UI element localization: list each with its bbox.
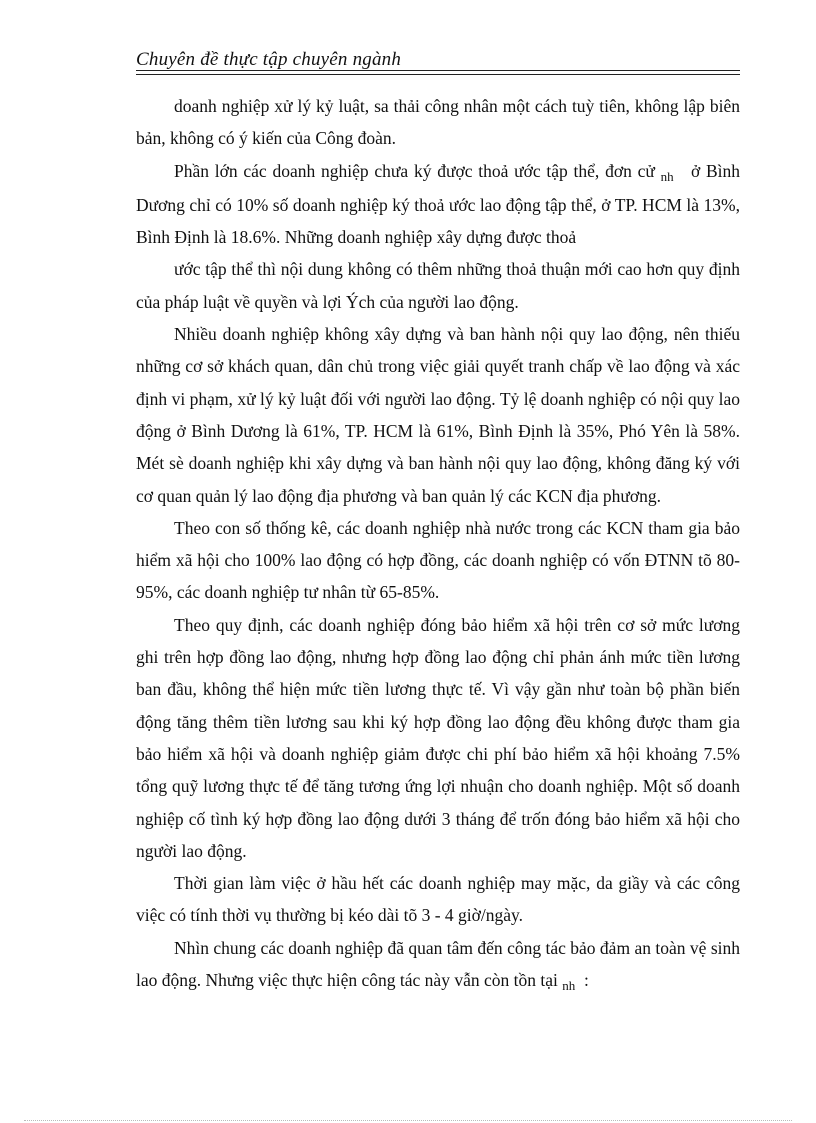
paragraph-2 xyxy=(136,155,740,254)
fragment-nh-2: nh xyxy=(562,978,576,994)
paragraph-8-text: Nhìn chung các doanh nghiệp đã quan tâm đến công tác bảo đảm an toàn vệ sinh lao động. Nhưng việc thực hiện công tác này vẫn còn tồn tại xyxy=(136,937,740,991)
paragraph-5-text: Theo con số thống kê, các doanh nghiệp nhà nước trong các KCN tham gia bảo hiểm xã hội cho 100% lao động có hợp đồng, các doanh nghiệp có vốn ĐTNN tõ 80-95%, các doanh nghiệp tư nhân từ 65-85%. xyxy=(136,517,740,603)
header-rule-bottom xyxy=(136,74,740,75)
paragraph-3-text: ước tập thể thì nội dung không có thêm những thoả thuận mới cao hơn quy định của pháp luật về quyền và lợi Ých của người lao động. xyxy=(136,259,740,312)
paragraph-6 xyxy=(136,609,740,867)
paragraph-5 xyxy=(136,512,740,609)
header-title: Chuyên đề thực tập chuyên ngành xyxy=(136,49,402,70)
paragraph-8 xyxy=(136,932,740,999)
fragment-nh-1: nh xyxy=(660,168,674,184)
paragraph-3 xyxy=(136,253,740,318)
paragraph-4 xyxy=(136,318,740,512)
paragraph-1-text: doanh nghiệp xử lý kỷ luật, sa thải công nhân một cách tuỳ tiên, không lập biên bản, không có ý kiến của Công đoàn. xyxy=(136,96,740,149)
paragraph-6-text: Theo quy định, các doanh nghiệp đóng bảo hiểm xã hội trên cơ sở mức lương ghi trên hợp đồng lao động, nhưng hợp đồng lao động chỉ phản ánh mức tiền lương ban đầu, không thể hiện mức tiền lương thực tế. Vì vậy gần như toàn bộ phần biến động tăng thêm tiền lương sau khi ký hợp đồng lao động đều không được tham gia bảo hiểm xã hội và doanh nghiệp giảm được chi phí bảo hiểm xã hội khoảng 7.5% tổng quỹ lương thực tế để tăng tương ứng lợi nhuận cho doanh nghiệp. Một số doanh nghiệp cố tình ký hợp đồng lao động dưới 3 tháng để trốn đóng bảo hiểm xã hội cho người lao động. xyxy=(136,614,740,861)
paragraph-7 xyxy=(136,867,740,932)
paragraph-2-cont: ở Bình Dương chỉ có 10% số doanh nghiệp ký thoả ước lao động tập thể, ở TP. HCM là 13%, Bình Định là 18.6%. Những doanh nghiệp xây dựng được thoả xyxy=(136,160,741,248)
paragraph-8-colon: : xyxy=(583,970,589,991)
paragraph-2-text: Phần lớn các doanh nghiệp chưa ký được thoả ước tập thể, đơn cử xyxy=(174,160,655,181)
document-body xyxy=(136,90,740,998)
header-rule-top xyxy=(136,70,740,71)
page-bottom-border xyxy=(24,1120,792,1121)
paragraph-1 xyxy=(136,90,740,155)
page-header xyxy=(136,48,740,72)
paragraph-7-text: Thời gian làm việc ở hầu hết các doanh nghiệp may mặc, da giầy và các công việc có tính thời vụ thường bị kéo dài tõ 3 - 4 giờ/ngày. xyxy=(136,873,740,926)
paragraph-4-text: Nhiều doanh nghiệp không xây dựng và ban hành nội quy lao động, nên thiếu những cơ sở khách quan, dân chủ trong việc giải quyết tranh chấp về lao động và xác định vi phạm, xử lý kỷ luật đối với người lao động. Tỷ lệ doanh nghiệp có nội quy lao động ở Bình Dương là 61%, TP. HCM là 61%, Bình Định là 35%, Phó Yên là 58%. Mét sè doanh nghiệp khi xây dựng và ban hành nội quy lao động, không đăng ký với cơ quan quản lý lao động địa phương và ban quản lý các KCN địa phương. xyxy=(136,324,740,506)
